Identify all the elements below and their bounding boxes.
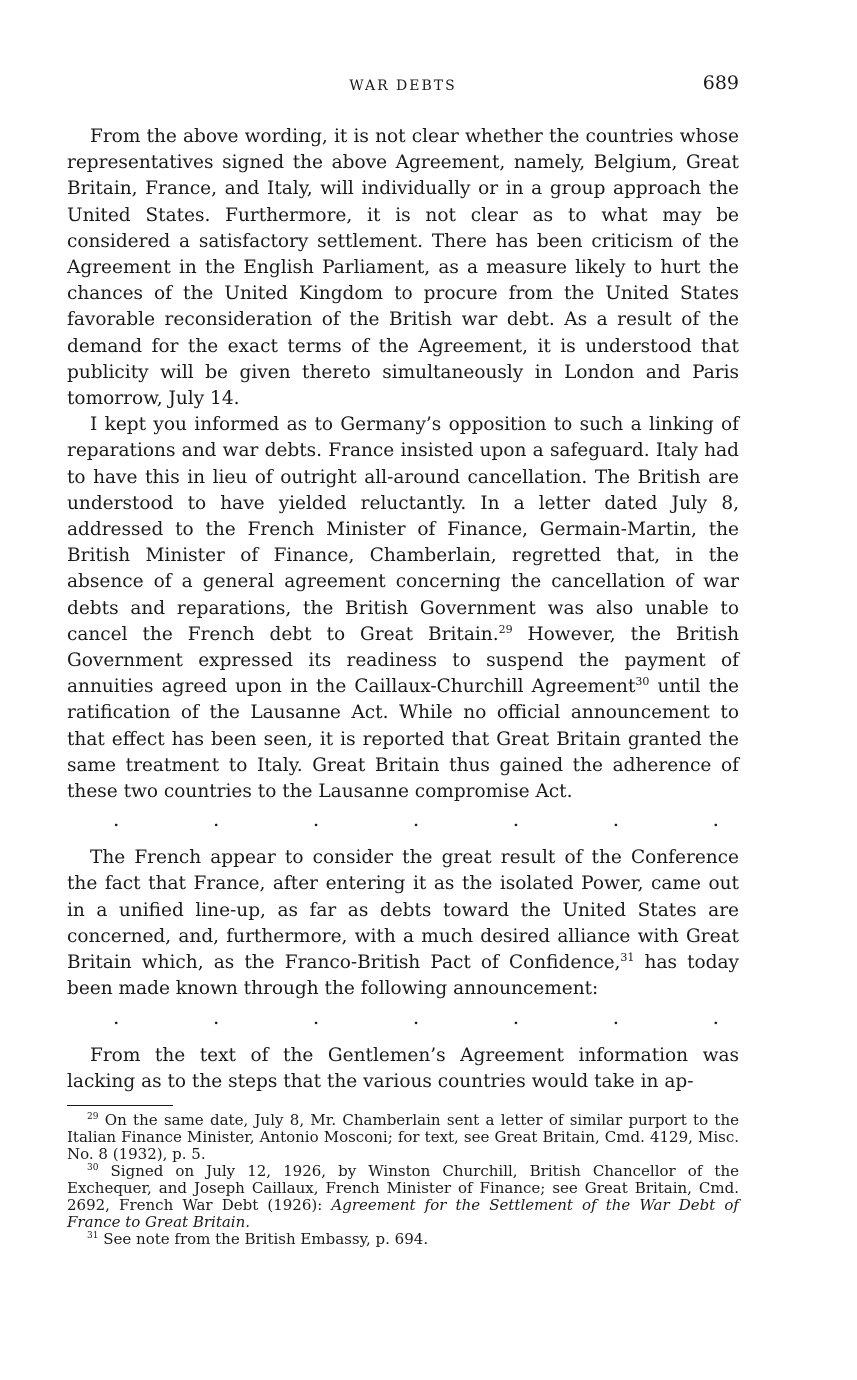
paragraph-3: The French appear to consider the great result of the Conference the fact that France, after entering it as the isolated Power, came out in a unified line-up, as far as debts toward the United States are concerned, and, furthermore, with a much desired alliance with Great Britain which, as the Franco-British Pact of Confidence,$^{31}$ has today been made known through the following announcement: (67, 847, 739, 1000)
running-title: WAR DEBTS (349, 78, 457, 94)
document-page (67, 72, 739, 1248)
paragraph-4: From the text of the Gentlemen’s Agreement information was lacking as to the steps that the various countries would take in ap- (67, 1044, 739, 1092)
paragraph-2: I kept you informed as to Germany’s opposition to such a linking of reparations and war debts. France insisted upon a safeguard. Italy had to have this in lieu of outright all-around cancellation. The British are understood to have yielded reluctantly. In a letter dated July 8, addressed to the French Minister of Finance, Germain-Martin, the British Minister of Finance, Chamberlain, regretted that, in the absence of a general agreement concerning the cancellation of war debts and reparations, the British Government was also unable to cancel the French debt to Great Britain.$^{29}$ However, the British Government expressed its readiness to suspend the payment of annuities agreed upon in the Caillaux-Churchill Agreement$^{30}$ until the ratification of the Lausanne Act. While no official announcement to that effect has been seen, it is reported that Great Britain granted the same treatment to Italy. Great Britain thus gained the adherence of these two countries to the Lausanne compromise Act. (67, 414, 739, 803)
footnote-ref-29: 29 (498, 622, 513, 636)
footnote-divider (67, 1105, 173, 1106)
ellipsis-separator: . . . . . . . (113, 1004, 719, 1029)
page-header (67, 72, 739, 102)
page-number: 689 (702, 72, 739, 94)
footnote-30: $^{30}$ Signed on July 12, 1926, by Winston Churchill, British Chancellor of the Exchequer, and Joseph Caillaux, French Minister of Finance; see Great Britain, Cmd. 2692, French War Debt (1926): Agreement for the Settlement of the War Debt of France to Great Britain. (67, 1161, 739, 1231)
footnote-ref-31: 31 (620, 950, 635, 964)
ellipsis-separator: . . . . . . . (113, 807, 719, 832)
body-text (67, 124, 739, 1095)
footnotes (67, 1112, 739, 1248)
footnote-31: $^{31}$ See note from the British Embassy, p. 694. (87, 1229, 429, 1248)
footnote-title: Agreement for the Settlement of the War Debt of France to Great Britain. (67, 1195, 739, 1231)
footnote-29: $^{29}$ On the same date, July 8, Mr. Chamberlain sent a letter of similar purport to the Italian Finance Minister, Antonio Mosconi; for text, see Great Britain, Cmd. 4129, Misc. No. 8 (1932), p. 5. (67, 1110, 739, 1163)
footnote-ref-30: 30 (635, 675, 650, 689)
paragraph-1: From the above wording, it is not clear whether the countries whose representatives signed the above Agreement, namely, Belgium, Great Britain, France, and Italy, will individually or in a group approach the United States. Furthermore, it is not clear as to what may be considered a satisfactory settlement. There has been criticism of the Agreement in the English Parliament, as a measure likely to hurt the chances of the United Kingdom to procure from the United States favorable reconsideration of the British war debt. As a result of the demand for the exact terms of the Agreement, it is understood that publicity will be given thereto simultaneously in London and Paris tomorrow, July 14. (67, 126, 739, 410)
